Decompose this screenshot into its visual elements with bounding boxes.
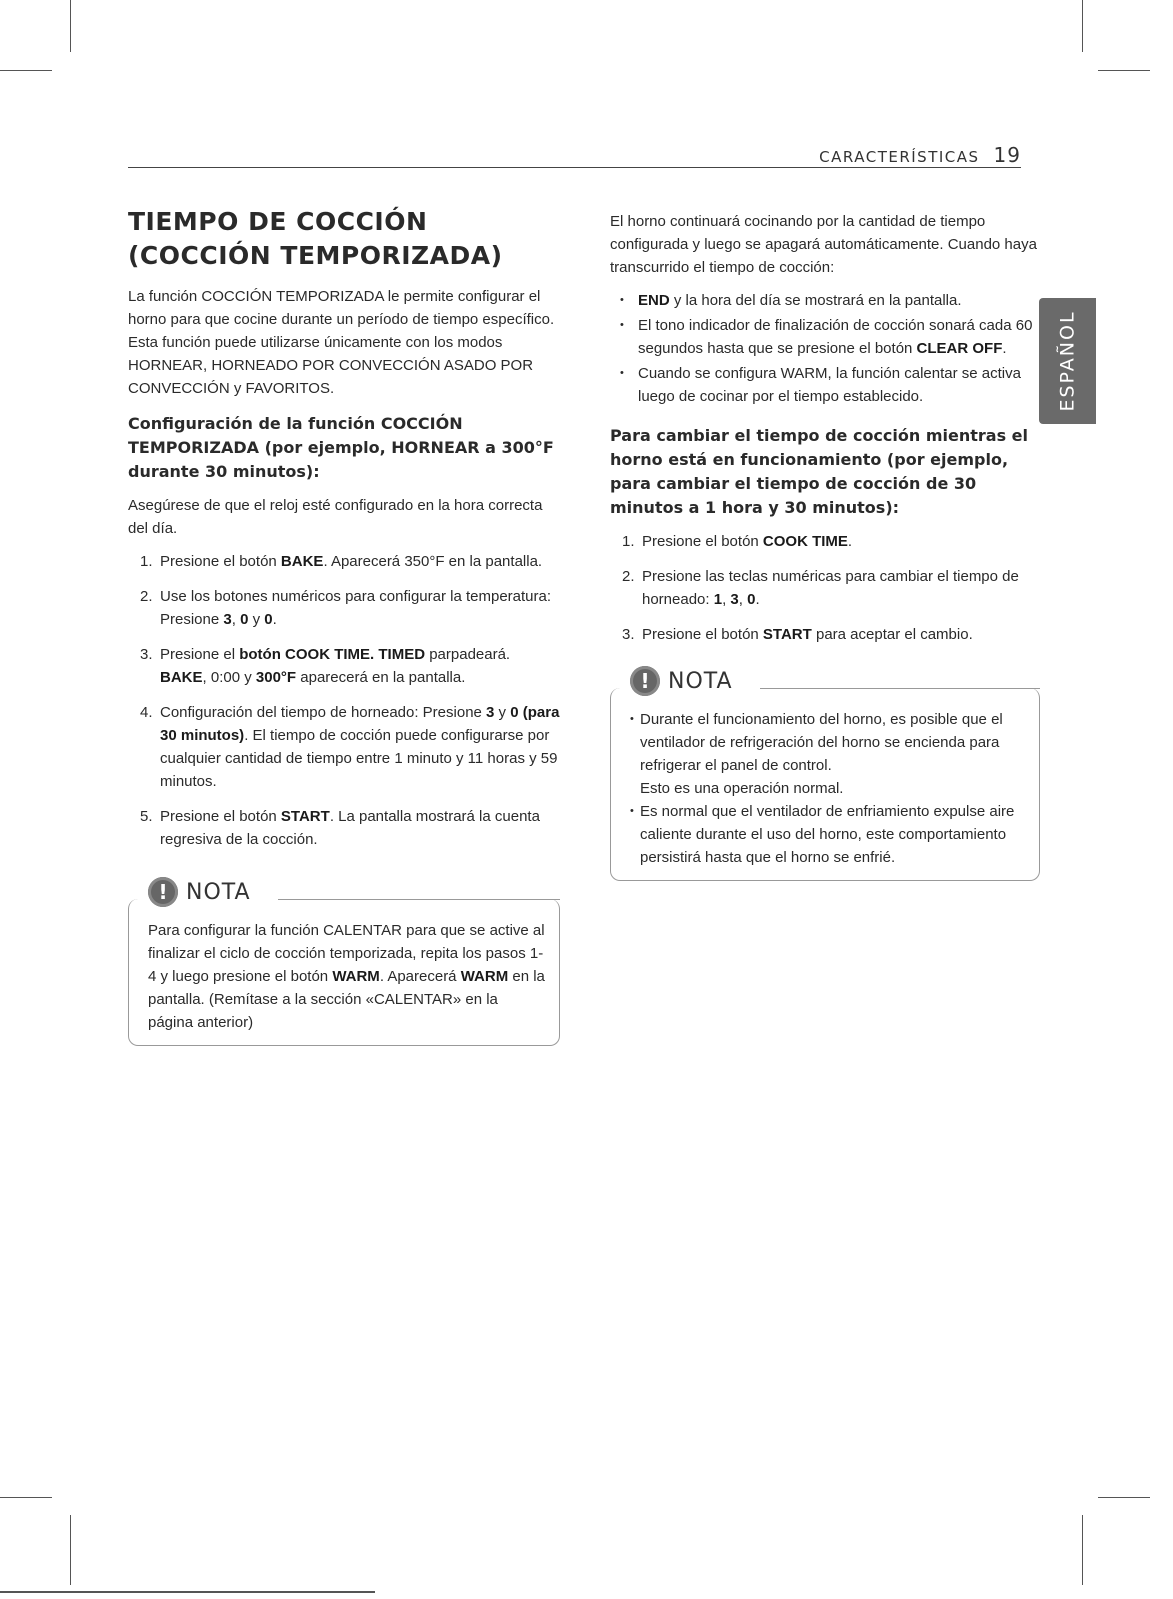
crop-mark (1082, 1515, 1083, 1585)
step-key: START (762, 626, 812, 643)
steps-list (610, 530, 1040, 646)
bullet-text: Cuando se configura WARM, la función calentar se activa luego de cocinar por el tiempo establecido. (638, 365, 1021, 405)
step-text: Presione las teclas numéricas para cambiar el tiempo de horneado: (642, 568, 1019, 608)
step-number: 1. (622, 533, 635, 550)
note-top-line (760, 688, 1040, 689)
step-item (610, 530, 1040, 553)
step-text: . (847, 533, 853, 550)
step-text: . El tiempo de cocción puede configurarse por cualquier cantidad de tiempo entre 1 minuto y 11 horas y 59 minutos. (160, 727, 558, 790)
step-text: aparecerá en la pantalla. (296, 669, 466, 686)
crop-mark (70, 0, 71, 52)
step-text: . Aparecerá 350°F en la pantalla. (323, 553, 543, 570)
bullet-item (610, 289, 1040, 312)
note-item: • Es normal que el ventilador de enfriamiento expulse aire caliente durante el uso del horno, este comportamiento persistirá hasta que el horno se enfrié. (630, 800, 1026, 869)
note-body (630, 692, 1026, 869)
bullet-text: y la hora del día se mostrará en la pantalla. (669, 292, 962, 309)
step-text: , 0:00 y (202, 669, 256, 686)
crop-mark (1082, 0, 1083, 52)
left-column (128, 205, 560, 1046)
exclamation-icon: ! (630, 666, 660, 696)
step-text: . La pantalla mostrará la cuenta regresiva de la cocción. (160, 808, 540, 848)
bullet-text: . (1002, 340, 1007, 357)
step-key: BAKE (160, 669, 203, 686)
step-number: 3. (140, 646, 153, 663)
note-box (610, 666, 1040, 881)
step-key: 3 (486, 704, 495, 721)
bullet-text: El tono indicador de finalización de cocción sonará cada 60 segundos hasta que se presione el botón (638, 317, 1033, 357)
subheading: Para cambiar el tiempo de cocción mientras el horno está en funcionamiento (por ejemplo, para cambiar el tiempo de cocción de 30 minutos a 1 hora y 30 minutos): (610, 426, 1028, 517)
step-number: 1. (140, 553, 153, 570)
step-key: 3 (730, 591, 739, 608)
step-text: Presione el botón (160, 808, 281, 825)
step-text: , (738, 591, 748, 608)
note-key: WARM (332, 968, 380, 985)
step-key: 0 (240, 611, 249, 628)
note-text: en la pantalla. (Remítase a la sección «CALENTAR» en la página anterior) (148, 968, 545, 1031)
step-key: BAKE (280, 553, 324, 570)
step-text: Presione el botón (642, 533, 763, 550)
step-item (128, 643, 560, 689)
note-text: . Aparecerá (379, 968, 461, 985)
bullet-item (610, 362, 1040, 408)
step-item (128, 585, 560, 631)
step-text: , (231, 611, 241, 628)
step-number: 4. (140, 704, 153, 721)
note-key: WARM (460, 968, 509, 985)
step-key: 0 (264, 611, 273, 628)
note-top-line (278, 899, 560, 900)
step-text: para aceptar el cambio. (811, 626, 973, 643)
step-text: , (722, 591, 731, 608)
step-number: 5. (140, 808, 153, 825)
section-title: CARACTERÍSTICAS (819, 148, 980, 166)
step-text: y (494, 704, 511, 721)
note-item-continuation: Esto es una operación normal. (640, 780, 844, 797)
step-item (128, 550, 560, 573)
step-text: y (248, 611, 265, 628)
step-number: 3. (622, 626, 635, 643)
note-paragraph (148, 919, 546, 1034)
step-item (128, 805, 560, 851)
bullet-key: CLEAR OFF (916, 340, 1003, 357)
note-text: Para configurar la función CALENTAR para que se active al finalizar el ciclo de cocción temporizada, repita los pasos 1-4 y luego presione el botón (148, 922, 545, 985)
step-key: 1 (713, 591, 723, 608)
crop-mark (0, 70, 52, 71)
step-text: parpadeará. (425, 646, 511, 663)
step-text: Presione el (160, 646, 240, 663)
note-label: NOTA (186, 879, 251, 905)
page-header (819, 143, 1021, 168)
step-text: Presione el botón (642, 626, 763, 643)
crop-mark (1098, 70, 1150, 71)
steps-list (128, 550, 560, 851)
step-key: 3 (223, 611, 232, 628)
subintro-paragraph: Asegúrese de que el reloj esté configurado en la hora correcta del día. (128, 497, 543, 537)
step-key: botón COOK TIME. TIMED (239, 646, 426, 663)
step-number: 2. (140, 588, 153, 605)
step-number: 2. (622, 568, 635, 585)
step-key: COOK TIME (762, 533, 848, 550)
step-item (610, 623, 1040, 646)
bullet-list (610, 289, 1040, 408)
subheading: Configuración de la función COCCIÓN TEMPORIZADA (por ejemplo, HORNEAR a 300°F durante 30 minutos): (128, 414, 554, 481)
step-text: . (272, 611, 277, 628)
note-box (128, 877, 560, 1046)
bullet-item (610, 314, 1040, 360)
crop-mark (1098, 1497, 1150, 1498)
step-key: 0 (747, 591, 756, 608)
bullet-key: END (638, 292, 670, 309)
intro-paragraph: La función COCCIÓN TEMPORIZADA le permite configurar el horno para que cocine durante un período de tiempo específico. Esta función puede utilizarse únicamente con los modos HORNEAR, HORNEADO POR CONVECCIÓN ASADO POR CONVECCIÓN y FAVORITOS. (128, 288, 555, 397)
note-label: NOTA (668, 668, 733, 694)
step-item (128, 701, 560, 793)
crop-mark (70, 1515, 71, 1585)
right-intro: El horno continuará cocinando por la cantidad de tiempo configurada y luego se apagará automáticamente. Cuando haya transcurrido el tiempo de cocción: (610, 213, 1037, 276)
language-tab (1039, 298, 1096, 424)
note-body (148, 903, 546, 1034)
step-key: 0 (para 30 minutos) (160, 704, 560, 744)
bottom-rule (0, 1591, 375, 1593)
step-text: Presione el botón (160, 553, 281, 570)
step-item (610, 565, 1040, 611)
note-item: • Durante el funcionamiento del horno, es posible que el ventilador de refrigeración del horno se encienda para refrigerar el panel de control. (630, 708, 1026, 777)
step-key: START (280, 808, 330, 825)
language-tab-label: ESPAÑOL (1056, 310, 1079, 412)
step-key: 300°F (255, 669, 297, 686)
header-rule (128, 167, 1021, 168)
exclamation-icon: ! (148, 877, 178, 907)
step-text: Use los botones numéricos para configurar la temperatura: Presione (160, 588, 552, 628)
section-heading: TIEMPO DE COCCIÓN (COCCIÓN TEMPORIZADA) (128, 207, 503, 270)
page-number: 19 (993, 143, 1021, 167)
step-text: . (755, 591, 760, 608)
step-text: Configuración del tiempo de horneado: Presione (160, 704, 487, 721)
crop-mark (0, 1497, 52, 1498)
right-column (610, 210, 1040, 881)
